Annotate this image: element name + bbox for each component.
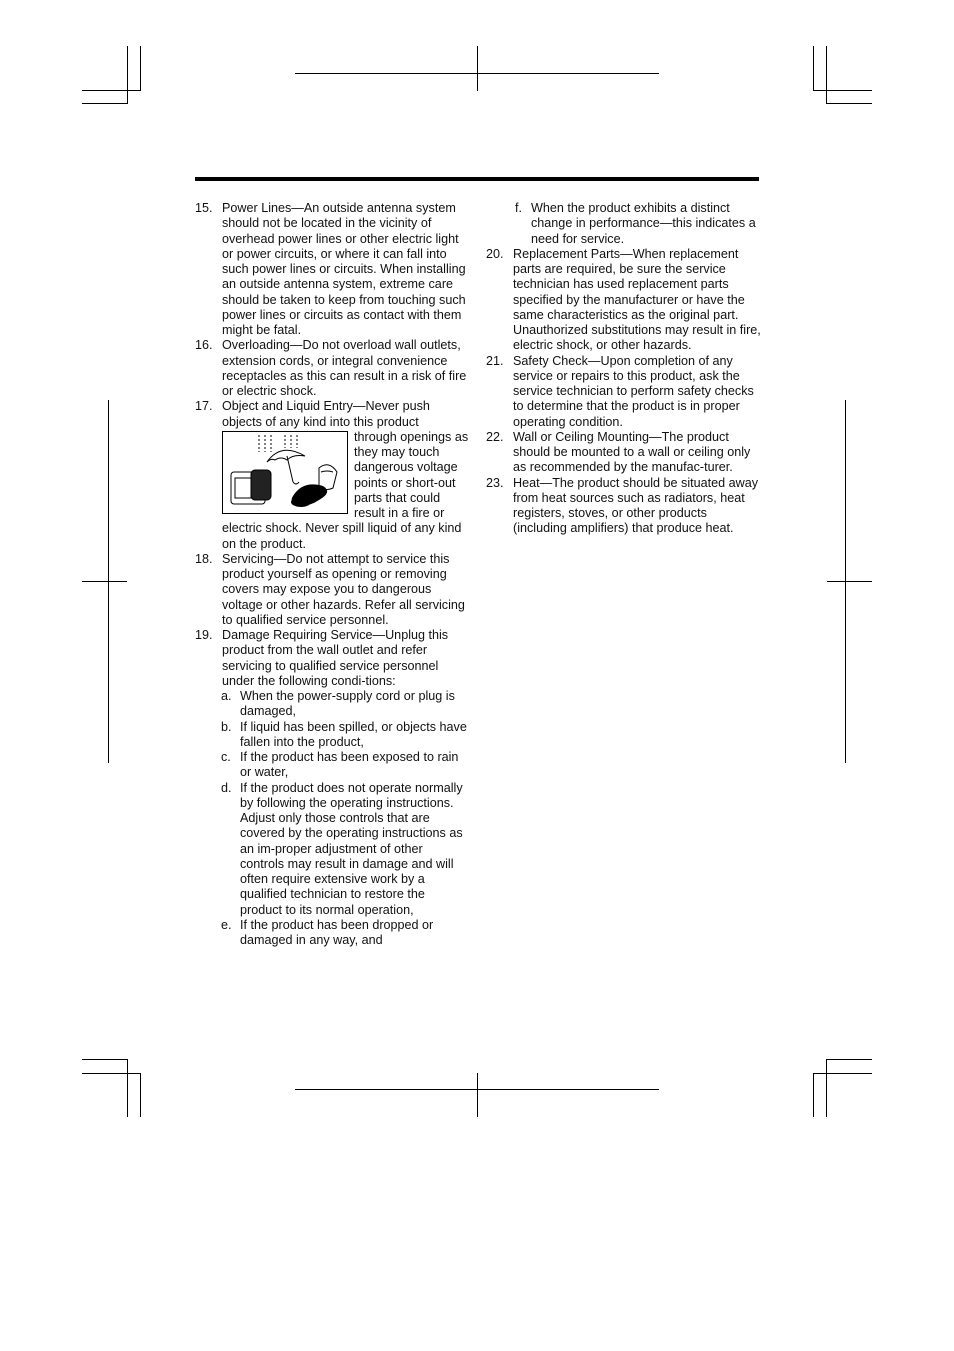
right-column — [486, 201, 761, 537]
sub-item — [195, 750, 470, 781]
crop-mark — [813, 90, 872, 91]
item-text: Replacement Parts—When replacement parts are required, be sure the service technician has used replacement parts specified by the manufacturer or have the same characteristics as the original part. Unauthorized substitutions may result in fire, electric shock, or other hazards. — [513, 246, 761, 353]
crop-mark — [826, 1059, 872, 1060]
item-number: 23. — [486, 475, 504, 490]
crop-mark — [127, 1059, 128, 1117]
item-number: 15. — [195, 201, 213, 215]
crop-mark — [826, 46, 827, 104]
item-text: Heat—The product should be situated away from heat sources such as radiators, heat registers, stoves, or other products (including amplifiers) that produce heat. — [513, 475, 759, 536]
crop-mark — [813, 1073, 814, 1117]
crop-mark — [82, 1059, 128, 1060]
sub-letter: e. — [221, 917, 232, 932]
sub-letter: f. — [515, 201, 522, 215]
crop-mark — [82, 90, 140, 91]
list-item — [486, 430, 761, 476]
crop-mark — [477, 46, 478, 91]
sub-text: If the product has been exposed to rain or water, — [240, 750, 459, 780]
crop-mark — [827, 581, 872, 582]
sub-item — [195, 720, 470, 751]
header-rule — [195, 177, 759, 181]
sub-item — [486, 201, 761, 247]
item-number: 20. — [486, 246, 504, 261]
list-item — [195, 552, 470, 628]
list-item — [486, 476, 761, 537]
item-text: Damage Requiring Service—Unplug this product from the wall outlet and refer servicing to qualified service personnel under the following condi-tions: — [222, 628, 449, 688]
crop-mark — [813, 1073, 872, 1074]
list-item — [195, 399, 470, 552]
crop-mark — [82, 103, 128, 104]
sub-item — [195, 689, 470, 720]
sub-text: When the product exhibits a distinct change in performance—this indicates a need for service. — [531, 201, 756, 246]
list-item — [195, 201, 470, 338]
item-text-part: through openings as they may touch dangerous voltage points or short-out parts that could result in a fire or electric shock. Never spill liquid of any kind on the product. — [222, 429, 469, 551]
sub-letter: d. — [221, 780, 232, 795]
list-item — [195, 628, 470, 689]
list-item — [486, 354, 761, 430]
item-number: 21. — [486, 353, 504, 368]
crop-mark — [127, 46, 128, 104]
sub-letter: c. — [221, 750, 231, 764]
left-column — [195, 201, 470, 948]
item-text: Power Lines—An outside antenna system should not be located in the vicinity of overhead power lines or other electric light or power circuits, or where it can fall into such power lines or circuits. When installing an outside antenna system, extreme care should be taken to keep from touching such power lines or circuits as contact with them might be fatal. — [222, 201, 466, 337]
list-item — [195, 338, 470, 399]
item-text-with-figure — [222, 399, 470, 552]
crop-mark — [140, 46, 141, 91]
crop-mark — [813, 46, 814, 91]
item-number: 18. — [195, 551, 213, 566]
list-item — [486, 247, 761, 354]
crop-mark — [82, 1073, 140, 1074]
sub-text: If the product does not operate normally by following the operating instructions. Adjust only those controls that are covered by the operating instructions as an im-proper adjustment of other controls may result in damage and will often require extensive work by a qualified technician to restore the product to its normal operation, — [240, 780, 463, 917]
item-text-part: Object and Liquid Entry—Never push objects of any kind into this product — [222, 399, 430, 429]
sub-letter: a. — [221, 689, 232, 703]
item-number: 19. — [195, 628, 213, 642]
sub-item — [195, 781, 470, 918]
item-number: 22. — [486, 429, 504, 444]
crop-mark — [140, 1073, 141, 1117]
sub-text: If the product has been dropped or damaged in any way, and — [240, 917, 434, 947]
item-text: Safety Check—Upon completion of any service or repairs to this product, ask the service technician to perform safety checks to determine that the product is in proper operating condition. — [513, 353, 754, 429]
item-text: Servicing—Do not attempt to service this product yourself as opening or removing covers may expose you to dangerous voltage or other hazards. Refer all servicing to qualified service personnel. — [222, 551, 465, 627]
crop-mark — [477, 1073, 478, 1117]
sub-text: If liquid has been spilled, or objects have fallen into the product, — [240, 719, 467, 749]
crop-mark — [82, 581, 127, 582]
sub-letter: b. — [221, 719, 232, 734]
item-text: Overloading—Do not overload wall outlets, extension cords, or integral convenience receptacles as this can result in a risk of fire or electric shock. — [222, 338, 467, 398]
item-text: Wall or Ceiling Mounting—The product should be mounted to a wall or ceiling only as recommended by the manufac-turer. — [513, 429, 751, 475]
crop-mark — [826, 1059, 827, 1117]
camcorder-rain-spill-illustration-icon — [222, 431, 348, 514]
item-text — [222, 399, 430, 428]
item-number: 17. — [195, 399, 213, 414]
crop-mark — [826, 103, 872, 104]
sub-item — [195, 918, 470, 949]
item-number: 16. — [195, 338, 213, 353]
sub-text: When the power-supply cord or plug is damaged, — [240, 689, 455, 719]
